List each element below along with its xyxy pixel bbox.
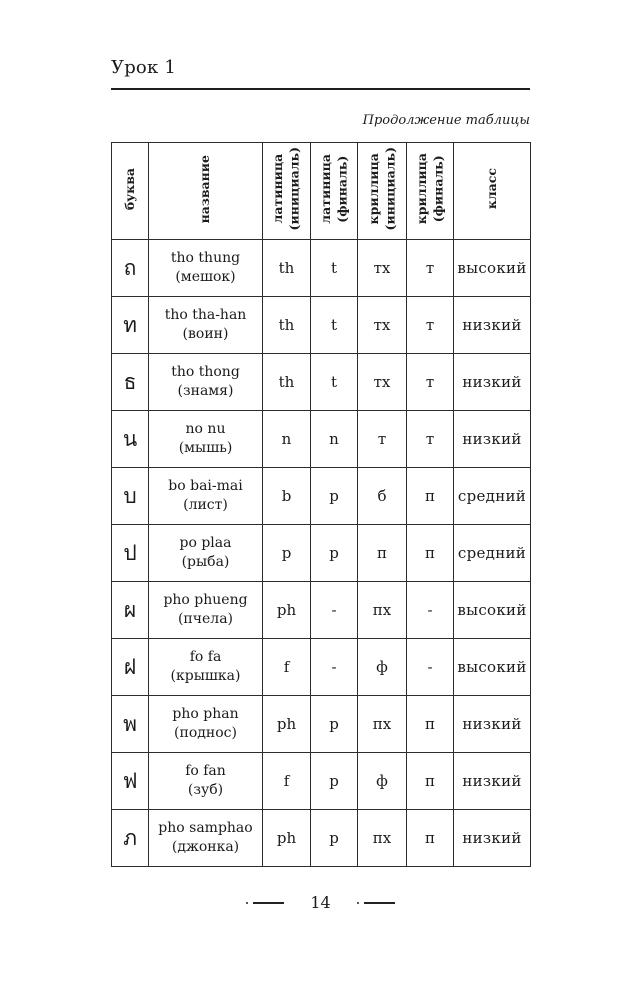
footer-right-dash	[357, 902, 395, 904]
latin-initial-cell: ph	[263, 582, 311, 639]
table-body	[112, 240, 531, 867]
table-row	[112, 810, 531, 867]
latin-initial-cell: th	[263, 240, 311, 297]
cyrillic-initial-cell: п	[358, 525, 407, 582]
table-row	[112, 639, 531, 696]
name-cell: po plaa (рыба)	[149, 525, 263, 582]
name-cell: tho tha-han (воин)	[149, 297, 263, 354]
class-cell: низкий	[454, 753, 531, 810]
latin-final-cell: n	[311, 411, 358, 468]
name-cell: tho thong (знамя)	[149, 354, 263, 411]
thai-letter-cell: ป	[112, 525, 149, 582]
header-row	[112, 143, 531, 240]
class-cell: высокий	[454, 240, 531, 297]
class-cell: средний	[454, 525, 531, 582]
cyrillic-initial-cell: пх	[358, 582, 407, 639]
cyrillic-initial-cell: пх	[358, 810, 407, 867]
cyrillic-initial-cell: б	[358, 468, 407, 525]
class-cell: низкий	[454, 354, 531, 411]
class-cell: высокий	[454, 582, 531, 639]
column-header-name: название	[149, 143, 263, 240]
cyrillic-initial-cell: тх	[358, 354, 407, 411]
latin-final-cell: t	[311, 354, 358, 411]
cyrillic-final-cell: п	[407, 468, 454, 525]
class-cell: низкий	[454, 696, 531, 753]
table-row	[112, 240, 531, 297]
thai-letter-cell: ธ	[112, 354, 149, 411]
column-header-class: класс	[454, 143, 531, 240]
latin-final-cell: t	[311, 240, 358, 297]
thai-letter-cell: ผ	[112, 582, 149, 639]
cyrillic-initial-cell: пх	[358, 696, 407, 753]
cyrillic-initial-cell: ф	[358, 639, 407, 696]
page-content	[111, 57, 530, 867]
thai-letter-cell: พ	[112, 696, 149, 753]
latin-final-cell: t	[311, 297, 358, 354]
table-row	[112, 411, 531, 468]
cyrillic-final-cell: п	[407, 696, 454, 753]
latin-initial-cell: th	[263, 297, 311, 354]
thai-letter-cell: ภ	[112, 810, 149, 867]
column-header-latin-initial: латиница (инициаль)	[263, 143, 311, 240]
table-row	[112, 582, 531, 639]
cyrillic-final-cell: т	[407, 240, 454, 297]
cyrillic-final-cell: п	[407, 810, 454, 867]
cyrillic-final-cell: т	[407, 297, 454, 354]
table-header	[112, 143, 531, 240]
cyrillic-initial-cell: тх	[358, 240, 407, 297]
thai-letter-cell: น	[112, 411, 149, 468]
thai-letter-cell: ฟ	[112, 753, 149, 810]
column-header-cyrillic-final: криллица (финаль)	[407, 143, 454, 240]
page-footer	[111, 893, 530, 913]
name-cell: pho phan (поднос)	[149, 696, 263, 753]
latin-initial-cell: p	[263, 525, 311, 582]
name-cell: pho phueng (пчела)	[149, 582, 263, 639]
column-header-latin-final: латиница (финаль)	[311, 143, 358, 240]
cyrillic-final-cell: т	[407, 354, 454, 411]
class-cell: низкий	[454, 297, 531, 354]
latin-final-cell: p	[311, 525, 358, 582]
name-cell: tho thung (мешок)	[149, 240, 263, 297]
name-cell: bo bai-mai (лист)	[149, 468, 263, 525]
table-row	[112, 696, 531, 753]
table-row	[112, 354, 531, 411]
cyrillic-final-cell: п	[407, 525, 454, 582]
latin-initial-cell: f	[263, 639, 311, 696]
column-header-cyrillic-initial: криллица (инициаль)	[358, 143, 407, 240]
latin-final-cell: p	[311, 753, 358, 810]
thai-letter-cell: ถ	[112, 240, 149, 297]
cyrillic-final-cell: -	[407, 582, 454, 639]
page-number: 14	[310, 893, 331, 912]
latin-final-cell: p	[311, 468, 358, 525]
cyrillic-final-cell: п	[407, 753, 454, 810]
thai-letter-cell: ท	[112, 297, 149, 354]
latin-final-cell: p	[311, 696, 358, 753]
thai-letter-cell: บ	[112, 468, 149, 525]
name-cell: pho samphao (джонка)	[149, 810, 263, 867]
thai-letter-cell: ฝ	[112, 639, 149, 696]
cyrillic-initial-cell: тх	[358, 297, 407, 354]
footer-left-dash	[246, 902, 284, 904]
name-cell: fo fan (зуб)	[149, 753, 263, 810]
transliteration-table	[111, 142, 531, 867]
cyrillic-final-cell: т	[407, 411, 454, 468]
latin-initial-cell: th	[263, 354, 311, 411]
latin-initial-cell: b	[263, 468, 311, 525]
class-cell: высокий	[454, 639, 531, 696]
latin-initial-cell: ph	[263, 810, 311, 867]
latin-initial-cell: ph	[263, 696, 311, 753]
column-header-letter: буква	[112, 143, 149, 240]
cyrillic-final-cell: -	[407, 639, 454, 696]
latin-final-cell: -	[311, 582, 358, 639]
cyrillic-initial-cell: т	[358, 411, 407, 468]
name-cell: no nu (мышь)	[149, 411, 263, 468]
latin-final-cell: -	[311, 639, 358, 696]
name-cell: fo fa (крышка)	[149, 639, 263, 696]
latin-initial-cell: n	[263, 411, 311, 468]
table-row	[112, 525, 531, 582]
table-row	[112, 297, 531, 354]
class-cell: средний	[454, 468, 531, 525]
class-cell: низкий	[454, 411, 531, 468]
table-row	[112, 468, 531, 525]
page-title: Урок 1	[111, 57, 176, 78]
class-cell: низкий	[454, 810, 531, 867]
latin-initial-cell: f	[263, 753, 311, 810]
cyrillic-initial-cell: ф	[358, 753, 407, 810]
latin-final-cell: p	[311, 810, 358, 867]
table-caption: Продолжение таблицы	[362, 113, 530, 128]
table-row	[112, 753, 531, 810]
title-rule	[111, 88, 530, 90]
